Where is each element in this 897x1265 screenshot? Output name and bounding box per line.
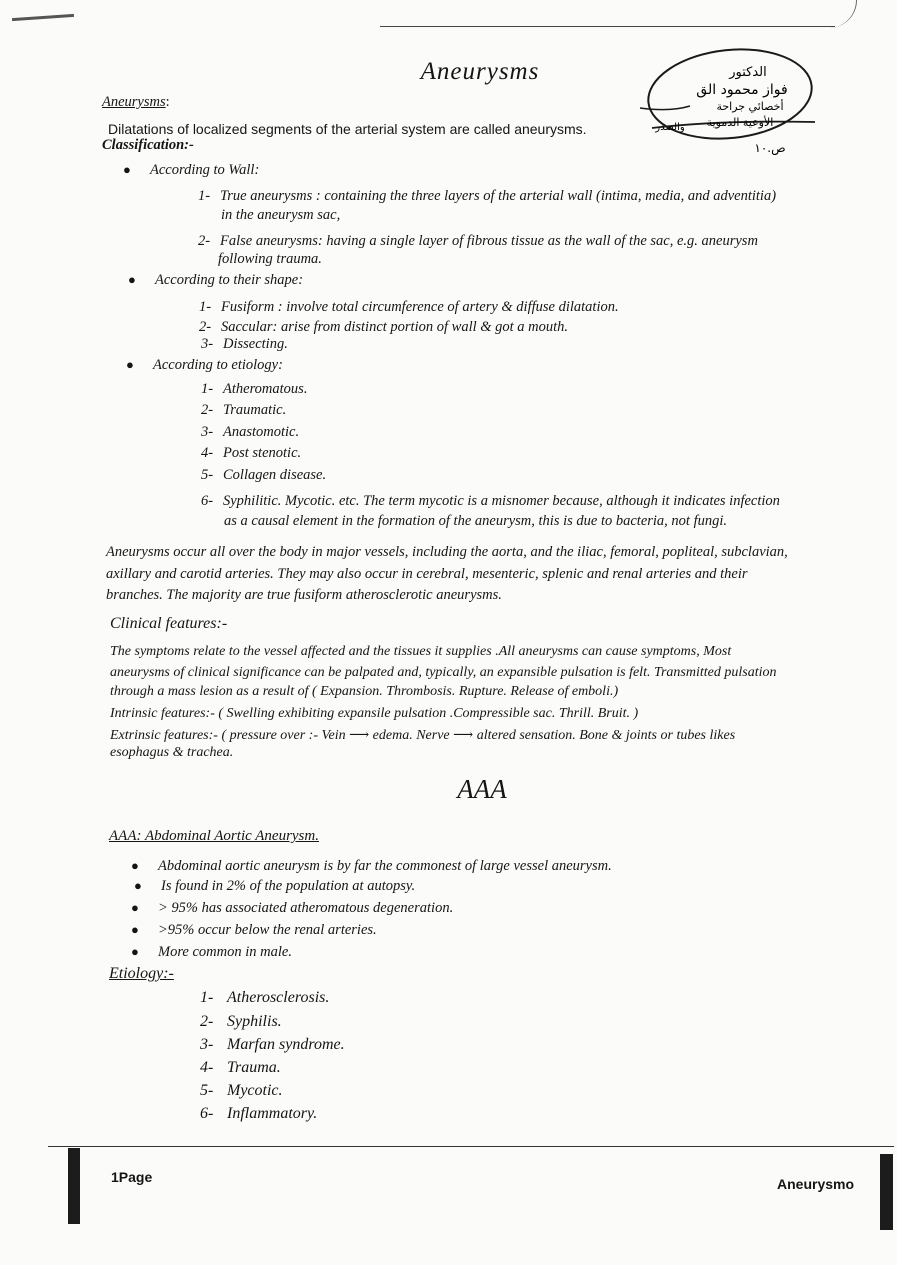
etiology-class-item-num: 3- (201, 424, 214, 440)
header-rule (380, 26, 835, 27)
etiology-class-item (201, 379, 307, 399)
etiology-class-item (201, 422, 299, 442)
etiology-item (200, 988, 329, 1008)
etiology-class-item (201, 400, 286, 420)
extrinsic-features-2: esophagus & trachea. (110, 745, 234, 760)
shape-item-3 (201, 334, 288, 354)
wall-item-2 (198, 231, 758, 251)
intro-heading-line (102, 92, 170, 112)
etiology-class-item-num: 5- (201, 467, 214, 483)
etiology-item (200, 1104, 317, 1124)
stamp-line-2: فواز محمود الق (696, 82, 788, 98)
etiology-item (200, 1035, 345, 1055)
etiology-item-text: Marfan syndrome. (227, 1036, 345, 1053)
aaa-bullet-text: Abdominal aortic aneurysm is by far the commonest of large vessel aneurysm. (158, 858, 612, 874)
scan-edge-right (880, 1154, 893, 1230)
etiology-class-item-num: 1- (201, 381, 214, 397)
shape-item-1-num: 1- (199, 299, 212, 315)
etiology-item-num: 6- (200, 1105, 214, 1122)
wall-item-1 (198, 186, 776, 206)
etiology-class-item-num: 2- (201, 402, 214, 418)
etiology-class-item-text: Collagen disease. (223, 467, 327, 483)
aaa-bullet (131, 942, 292, 962)
clinical-heading: Clinical features:- (110, 615, 228, 632)
shape-item-3-text: Dissecting. (223, 336, 288, 352)
etiology-class-item-6-cont: as a causal element in the formation of the aneurysm, this is due to bacteria, not fungi. (224, 513, 728, 529)
etiology-item-num: 4- (200, 1059, 214, 1076)
aaa-heading: AAA: Abdominal Aortic Aneurysm. (109, 828, 319, 844)
stamp-line-4: الأوعية الدموية (706, 116, 774, 129)
etiology-class-item-num: 4- (201, 445, 214, 461)
etiology-heading: Etiology:- (109, 965, 174, 982)
wall-item-1-line1: True aneurysms : containing the three layers of the arterial wall (intima, media, and adventitia) (220, 188, 777, 204)
locations-line-1: Aneurysms occur all over the body in major vessels, including the aorta, and the iliac, femoral, popliteal, subclavian, (106, 544, 788, 560)
etiology-item-text: Trauma. (227, 1059, 281, 1076)
etiology-item (200, 1012, 282, 1032)
aaa-bullet (131, 898, 454, 918)
wall-item-2-cont: following trauma. (218, 251, 322, 267)
etiology-class-item-num: 6- (201, 493, 214, 509)
bullet-icon: ● (131, 900, 139, 915)
etiology-item-num: 3- (200, 1036, 214, 1053)
shape-heading-text: According to their shape: (155, 272, 304, 288)
locations-line-3: branches. The majority are true fusiform atherosclerotic aneurysms. (106, 587, 502, 603)
etiology-item-text: Syphilis. (227, 1013, 282, 1030)
shape-item-1-text: Fusiform : involve total circumference of artery & diffuse dilatation. (221, 299, 619, 315)
etiology-item-num: 1- (200, 989, 214, 1006)
etiology-item (200, 1058, 281, 1078)
intro-heading-colon: : (165, 94, 170, 110)
etiology-item (200, 1081, 283, 1101)
etiology-class-item (201, 443, 301, 463)
page-number: 1Page (111, 1169, 153, 1185)
shape-item-1 (199, 297, 619, 317)
bullet-icon: ● (126, 357, 134, 372)
intro-definition: Dilatations of localized segments of the arterial system are called aneurysms. (108, 121, 587, 137)
wall-item-1-num: 1- (198, 188, 211, 204)
bullet-icon: ● (128, 272, 136, 287)
extrinsic-features-1: Extrinsic features:- ( pressure over :- Vein ⟶ edema. Nerve ⟶ altered sensation. Bone & joints or tubes likes (110, 728, 736, 743)
stamp-line-5: والصدر (655, 122, 685, 133)
doctor-stamp (630, 42, 830, 162)
scan-mark (12, 14, 74, 21)
footer-title: Aneurysmo (777, 1176, 855, 1192)
footer-rule (48, 1146, 894, 1147)
clinical-line-3: through a mass lesion as a result of ( Expansion. Thrombosis. Rupture. Release of emboli.) (110, 684, 619, 699)
intrinsic-features: Intrinsic features:- ( Swelling exhibiting expansile pulsation .Compressible sac. Thrill. Bruit. ) (110, 706, 639, 721)
bullet-icon: ● (131, 922, 139, 937)
etiology-item-text: Mycotic. (227, 1082, 283, 1099)
etiology-class-item (201, 465, 326, 485)
wall-heading (123, 160, 260, 180)
clinical-line-1: The symptoms relate to the vessel affected and the tissues it supplies .All aneurysms can cause symptoms, Most (110, 644, 732, 659)
wall-heading-text: According to Wall: (150, 162, 260, 178)
bullet-icon: ● (134, 878, 142, 893)
bullet-icon: ● (131, 858, 139, 873)
aaa-bullet-text: More common in male. (158, 944, 292, 960)
aaa-title: AAA (457, 774, 507, 804)
aaa-bullet-text: > 95% has associated atheromatous degeneration. (158, 900, 454, 916)
etiology-item-num: 5- (200, 1082, 214, 1099)
aaa-bullet (134, 876, 416, 896)
wall-item-2-line1: False aneurysms: having a single layer of fibrous tissue as the wall of the sac, e.g. aneurysm (220, 233, 758, 249)
wall-item-1-cont: in the aneurysm sac, (221, 207, 341, 223)
etiology-class-item-text: Atheromatous. (223, 381, 308, 397)
aaa-bullet (131, 920, 377, 940)
aaa-bullet-text: Is found in 2% of the population at autopsy. (161, 878, 416, 894)
intro-heading: Aneurysms (102, 94, 166, 110)
shape-item-2-text: Saccular: arise from distinct portion of wall & got a mouth. (221, 319, 569, 335)
aaa-bullet (131, 856, 612, 876)
bullet-icon: ● (123, 162, 131, 177)
page-title: Aneurysms (420, 58, 540, 85)
etiology-item-text: Atherosclerosis. (227, 989, 330, 1006)
shape-heading (128, 270, 304, 290)
etiology-class-item-6-line1: Syphilitic. Mycotic. etc. The term mycotic is a misnomer because, although it indicates infection (223, 493, 780, 509)
stamp-line-3: أخصائي جراحة (716, 100, 784, 113)
etiology-class-heading (126, 355, 283, 375)
clinical-line-2: aneurysms of clinical significance can be palpated and, typically, an expansible pulsation is felt. Transmitted pulsation (110, 665, 777, 680)
etiology-class-item-text: Anastomotic. (223, 424, 300, 440)
shape-item-3-num: 3- (201, 336, 214, 352)
corner-curve (826, 0, 857, 28)
etiology-item-text: Inflammatory. (227, 1105, 318, 1122)
locations-line-2: axillary and carotid arteries. They may also occur in cerebral, mesenteric, splenic and renal arteries and their (106, 566, 748, 582)
etiology-class-item-6 (201, 491, 780, 511)
stamp-line-1: الدكتور (729, 65, 767, 80)
classification-heading: Classification:- (102, 137, 194, 153)
scan-edge-left (68, 1148, 80, 1224)
bullet-icon: ● (131, 944, 139, 959)
aaa-bullet-text: >95% occur below the renal arteries. (158, 922, 377, 938)
stamp-line-6: ص.١٠ (754, 141, 786, 155)
etiology-class-item-text: Traumatic. (223, 402, 287, 418)
etiology-class-item-text: Post stenotic. (223, 445, 302, 461)
etiology-item-num: 2- (200, 1013, 214, 1030)
etiology-class-heading-text: According to etiology: (153, 357, 283, 373)
shape-item-2-num: 2- (199, 319, 212, 335)
wall-item-2-num: 2- (198, 233, 211, 249)
